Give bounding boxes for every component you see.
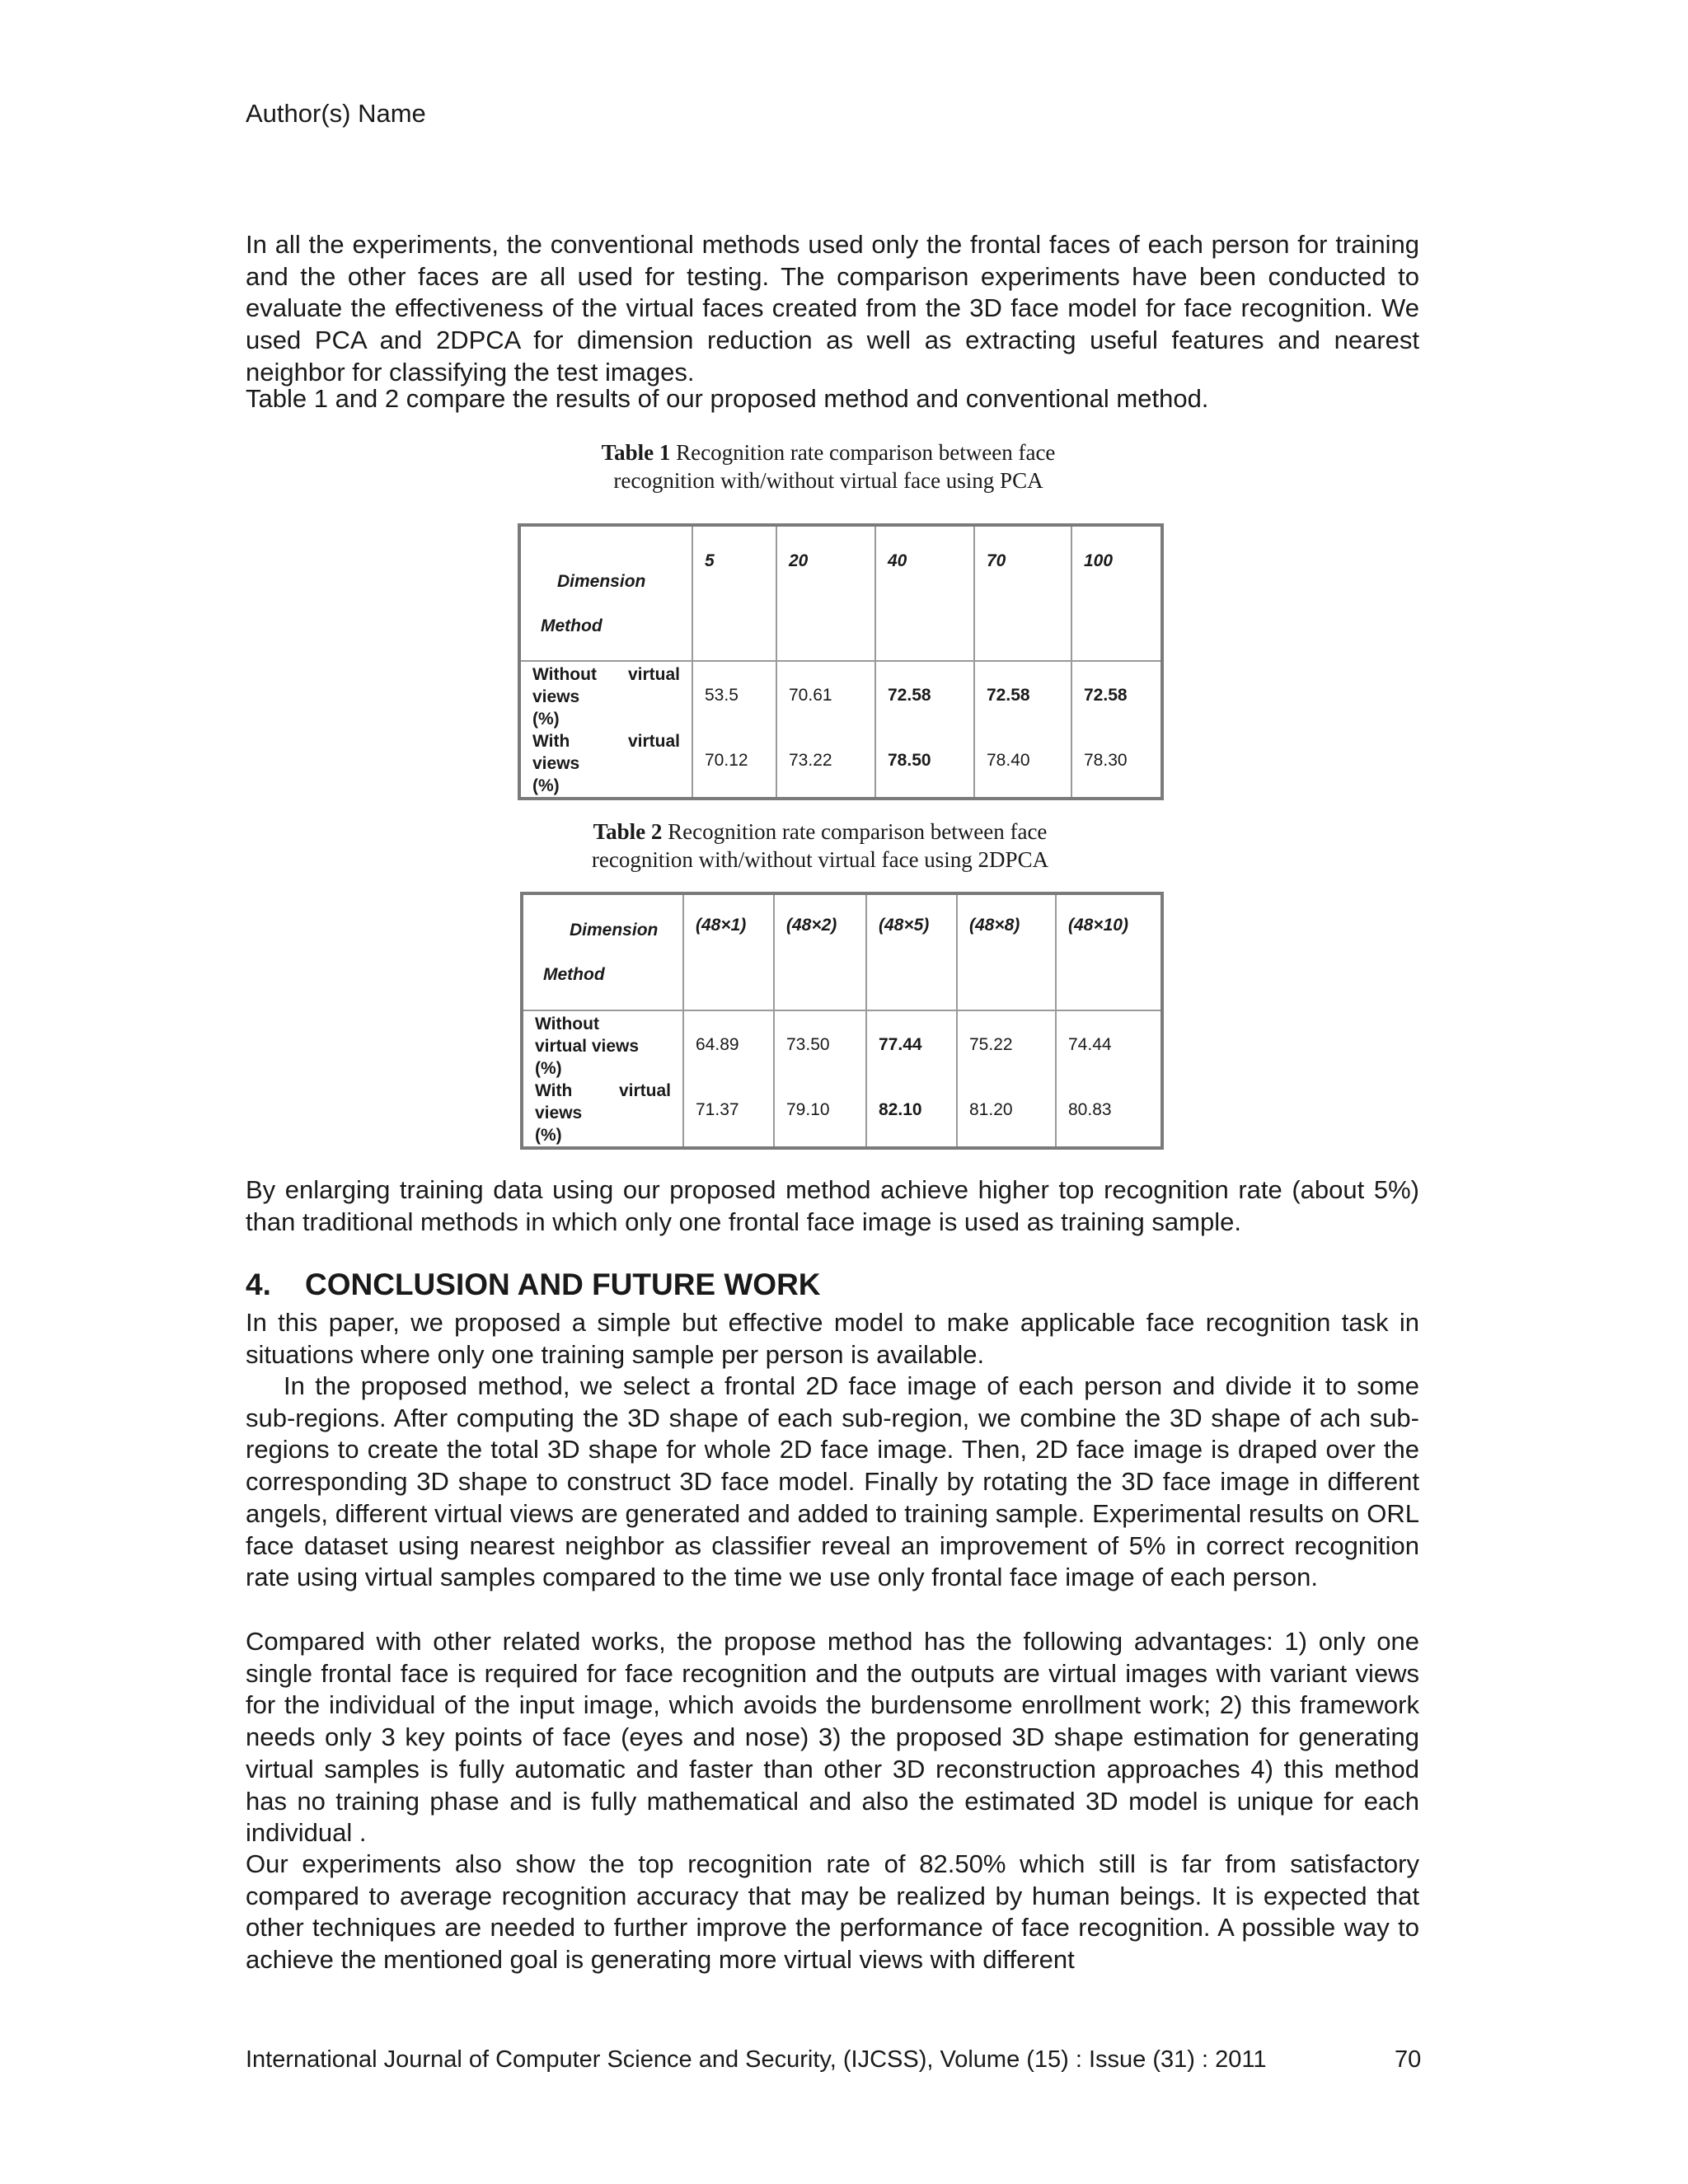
table2-value: 75.22 <box>969 1035 1013 1054</box>
table1-value: 70.61 <box>789 686 832 705</box>
table1-header-method: Method <box>541 616 603 635</box>
table1-header-dimension: Dimension <box>557 572 646 591</box>
table2-caption-line1: Recognition rate comparison between face <box>662 819 1048 844</box>
table2 <box>520 892 1164 1150</box>
paragraph-advantages: Compared with other related works, the propose method has the following advantages: 1) only one single frontal face is required for face recognition and the outputs are virtual images with variant views for the individual of the input image, which avoids the burdensome enrollment work; 2) this framework needs only 3 key points of face (eyes and nose) 3) the proposed 3D shape estimation for generating virtual samples is fully automatic and faster than other 3D reconstruction approaches 4) this method has no training phase and is fully mathematical and also the estimated 3D model is unique for each individual . <box>246 1627 1419 1848</box>
table1-caption-line1: Recognition rate comparison between face <box>670 440 1056 465</box>
table1-caption-line2: recognition with/without virtual face using PCA <box>613 468 1043 493</box>
table2-value-cell <box>1056 1010 1162 1148</box>
table2-row1-label-line3: (%) <box>535 1059 562 1078</box>
table2-col-header: (48×5) <box>866 893 957 1010</box>
table1-value-cell <box>974 661 1071 799</box>
table1-value: 72.58 <box>888 686 931 705</box>
section-number: 4. <box>246 1268 271 1301</box>
paragraph-tables-intro: Table 1 and 2 compare the results of our proposed method and conventional method. <box>246 384 1209 413</box>
table1-col-header: 5 <box>692 525 776 661</box>
table1-value: 73.22 <box>789 751 832 770</box>
table1-body-row <box>519 661 1162 799</box>
table1-value: 78.40 <box>987 751 1030 770</box>
table1-row1-label-line3: (%) <box>532 710 560 729</box>
table1-value-cell <box>776 661 875 799</box>
table2-corner-cell <box>522 893 683 1010</box>
table2-value-cell <box>774 1010 866 1148</box>
table1-value-cell <box>1071 661 1162 799</box>
table1-col-header: 40 <box>875 525 974 661</box>
table2-value: 82.10 <box>879 1100 922 1119</box>
paragraph-future-work: Our experiments also show the top recognition rate of 82.50% which still is far from satisfactory compared to average recognition accuracy that may be realized by human beings. It is expected that other techniques are needed to further improve the performance of face recognition. A possible way to achieve the mentioned goal is generating more virtual views with different <box>246 1849 1419 1975</box>
table2-value: 79.10 <box>786 1100 830 1119</box>
table1-caption <box>511 438 1146 494</box>
table2-col-header: (48×10) <box>1056 893 1162 1010</box>
paragraph-conclusion-intro: In this paper, we proposed a simple but effective model to make applicable face recognition task in situations where only one training sample per person is available. <box>246 1308 1419 1369</box>
table1-caption-label: Table 1 <box>601 440 671 465</box>
table1-row1-label-line2: views <box>532 687 580 706</box>
table1-col-header: 100 <box>1071 525 1162 661</box>
table1-value: 72.58 <box>1084 686 1128 705</box>
table2-value: 74.44 <box>1068 1035 1112 1054</box>
page-number: 70 <box>1395 2046 1422 2073</box>
paragraph-experiments: In all the experiments, the conventional methods used only the frontal faces of each person for training and the other faces are all used for testing. The comparison experiments have been conducted to evaluate the effectiveness of the virtual faces created from the 3D face model for face recognition. We used PCA and 2DPCA for dimension reduction as well as extracting useful features and nearest neighbor for classifying the test images. <box>246 230 1419 387</box>
table2-value-cell <box>683 1010 774 1148</box>
table2-header-row <box>522 893 1162 1010</box>
table1-value: 70.12 <box>705 751 748 770</box>
table1-col-header: 70 <box>974 525 1071 661</box>
table2-value-cell <box>957 1010 1056 1148</box>
table1 <box>518 523 1164 800</box>
table1-header-row <box>519 525 1162 661</box>
table1-row2-label-line3: (%) <box>532 776 560 795</box>
table2-row2-label-line1: With virtual <box>535 1081 671 1100</box>
table2-col-header: (48×1) <box>683 893 774 1010</box>
table2-value: 71.37 <box>696 1100 739 1119</box>
table2-value: 64.89 <box>696 1035 739 1054</box>
table1-corner-cell <box>519 525 692 661</box>
table2-body-row <box>522 1010 1162 1148</box>
table2-caption-line2: recognition with/without virtual face using 2DPCA <box>591 847 1049 872</box>
table2-row1-label-line2: virtual views <box>535 1037 640 1056</box>
paragraph-results: By enlarging training data using our proposed method achieve higher top recognition rate (about 5%) than traditional methods in which only one frontal face image is used as training sample. <box>246 1175 1419 1236</box>
table2-col-header: (48×8) <box>957 893 1056 1010</box>
table2-row1-label-line1: Without <box>535 1015 599 1033</box>
table2-value: 81.20 <box>969 1100 1013 1119</box>
table2-row2-label-line3: (%) <box>535 1126 562 1145</box>
table1-value: 78.50 <box>888 751 931 770</box>
table2-header-dimension: Dimension <box>570 921 659 940</box>
table1-row2-label-line1: With virtual <box>532 732 680 751</box>
table2-value-cell <box>866 1010 957 1148</box>
table1-value-cell <box>875 661 974 799</box>
table2-row-labels <box>522 1010 683 1148</box>
table2-col-header: (48×2) <box>774 893 866 1010</box>
table2-value: 80.83 <box>1068 1100 1112 1119</box>
table1-row1-label-line1: Without virtual <box>532 665 680 684</box>
table1-value: 53.5 <box>705 686 738 705</box>
table1-row2-label-line2: views <box>532 754 580 773</box>
table1-value: 78.30 <box>1084 751 1128 770</box>
table2-caption <box>495 818 1146 874</box>
table2-value: 73.50 <box>786 1035 830 1054</box>
section-heading <box>246 1268 821 1302</box>
table1-col-header: 20 <box>776 525 875 661</box>
table1-row-labels <box>519 661 692 799</box>
table2-header-method: Method <box>543 965 605 984</box>
section-title: CONCLUSION AND FUTURE WORK <box>305 1268 821 1301</box>
table2-row2-label-line2: views <box>535 1104 583 1122</box>
table1-value-cell <box>692 661 776 799</box>
table1-value: 72.58 <box>987 686 1030 705</box>
table2-value: 77.44 <box>879 1035 922 1054</box>
footer-journal: International Journal of Computer Science and Security, (IJCSS), Volume (15) : Issue (31) : 2011 <box>246 2046 1267 2073</box>
running-header: Author(s) Name <box>246 99 426 128</box>
paragraph-method-summary: In the proposed method, we select a frontal 2D face image of each person and divide it to some sub-regions. After computing the 3D shape of each sub-region, we combine the 3D shape of ach sub-regions to create the total 3D shape for whole 2D face image. Then, 2D face image is draped over the corresponding 3D shape to construct 3D face model. Finally by rotating the 3D face image in different angels, different virtual views are generated and added to training sample. Experimental results on ORL face dataset using nearest neighbor as classifier reveal an improvement of 5% in correct recognition rate using virtual samples compared to the time we use only frontal face image of each person. <box>246 1371 1419 1592</box>
table2-caption-label: Table 2 <box>593 819 663 844</box>
